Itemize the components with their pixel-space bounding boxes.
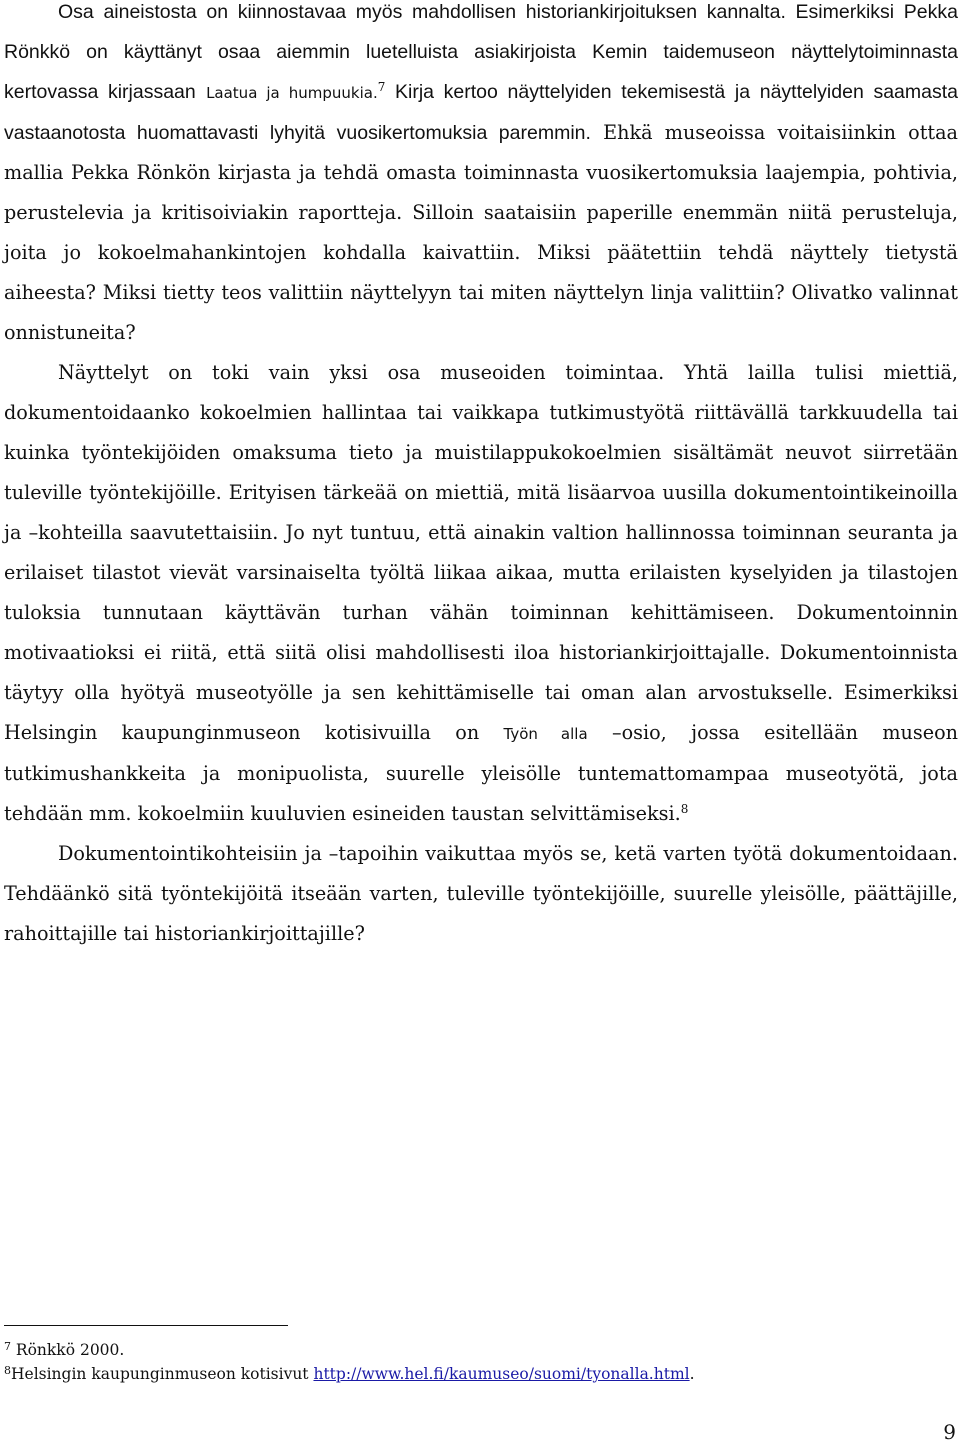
footnote-ref-8[interactable]: 8 [680,802,689,816]
footnote-divider [4,1325,288,1326]
paragraph-1 [4,0,958,353]
page-number: 9 [943,1420,956,1444]
paragraph-1-sans-rest: Kirja kertoo näyttelyiden tekemisestä ja näyttelyiden saamasta vastaanotosta huomattavasti lyhyitä vuosikertomuksia paremmin. [4,81,958,144]
footnote-period: . [689,1365,695,1383]
book-title: Laatua ja humpuukia. [206,84,378,102]
footnote-text: Helsingin kaupunginmuseon kotisivut [11,1365,314,1383]
footnote-number: 8 [4,1364,11,1377]
paragraph-2-lead: Näyttelyt on toki vain yksi osa museoiden toimintaa. Yhtä lailla tulisi miettiä, dokumentoidaanko kokoelmien hallintaa tai vaikkapa tutkimustyötä riittävällä tarkkuudella tai kuinka työntekijöiden omaksuma tieto ja muistilappukokoelmien sisältämät neuvot siirretään tuleville työntekijöille. Erityisen tärkeää on miettiä, mitä lisäarvoa uusilla dokumentointikeinoilla ja –kohteilla saavutettaisiin. Jo nyt tuntuu, että ainakin valtion hallinnossa toiminnan seuranta ja erilaiset tilastot vievät varsinaiselta työltä liikaa aikaa, mutta erilaisten kyselyiden ja tilastojen tuloksia tunnutaan käyttävän turhan vähän toiminnan kehittämiseen. Dokumentoinnin motivaatioksi ei riitä, että siitä olisi mahdollisesti iloa historiankirjoittajalle. Dokumentoinnista täytyy olla hyötyä museotyölle ja sen kehittämiselle tai oman alan arvostukselle. Esimerkiksi Helsingin kaupunginmuseon kotisivuilla on [4,361,958,744]
footnote-number: 7 [4,1340,11,1353]
document-body [4,0,958,954]
museum-website-link[interactable]: http://www.hel.fi/kaumuseo/suomi/tyonalla.html [313,1365,690,1383]
footnotes [4,1338,904,1386]
footnote-text: Rönkkö 2000. [11,1341,125,1359]
paragraph-1-lead: Osa aineistosta on kiinnostavaa myös mahdollisen historiankirjoituksen kannalta. Esimerkiksi Pekka Rönkkö on käyttänyt osaa aiemmin luetelluista asiakirjoista Kemin taidemuseon näyttelytoiminnasta kertovassa kirjassaan [4,1,958,103]
paragraph-2 [4,353,958,834]
footnote-8 [4,1362,904,1386]
footnote-7 [4,1338,904,1362]
paragraph-3: Dokumentointikohteisiin ja –tapoihin vaikuttaa myös se, ketä varten työtä dokumentoidaan. Tehdäänkö sitä työntekijöitä itseään varten, tuleville työntekijöille, suurelle yleisölle, päättäjille, rahoittajille tai historiankirjoittajille? [4,842,958,945]
footnote-ref-7[interactable]: 7 [377,80,386,94]
paragraph-2-rest: –osio, jossa esitellään museon tutkimushankkeita ja monipuolista, suurelle yleisölle tuntemattomampaa museotyötä, jota tehdään mm. kokoelmiin kuuluvien esineiden taustan selvittämiseksi. [4,721,959,825]
paragraph-1-serif-rest: Ehkä museoissa voitaisiinkin ottaa mallia Pekka Rönkön kirjasta ja tehdä omasta toiminnasta vuosikertomuksia laajempia, pohtivia, perustelevia ja kritisoiviakin raportteja. Silloin saataisiin paperille enemmän niitä perusteluja, joita jo kokoelmahankintojen kohdalla kaivattiin. Miksi päätettiin tehdä näyttely tietystä aiheesta? Miksi tietty teos valittiin näyttelyyn tai miten näyttelyn linja valittiin? Olivatko valinnat onnistuneita? [4,121,958,344]
site-section-title: Työn alla [503,725,588,743]
